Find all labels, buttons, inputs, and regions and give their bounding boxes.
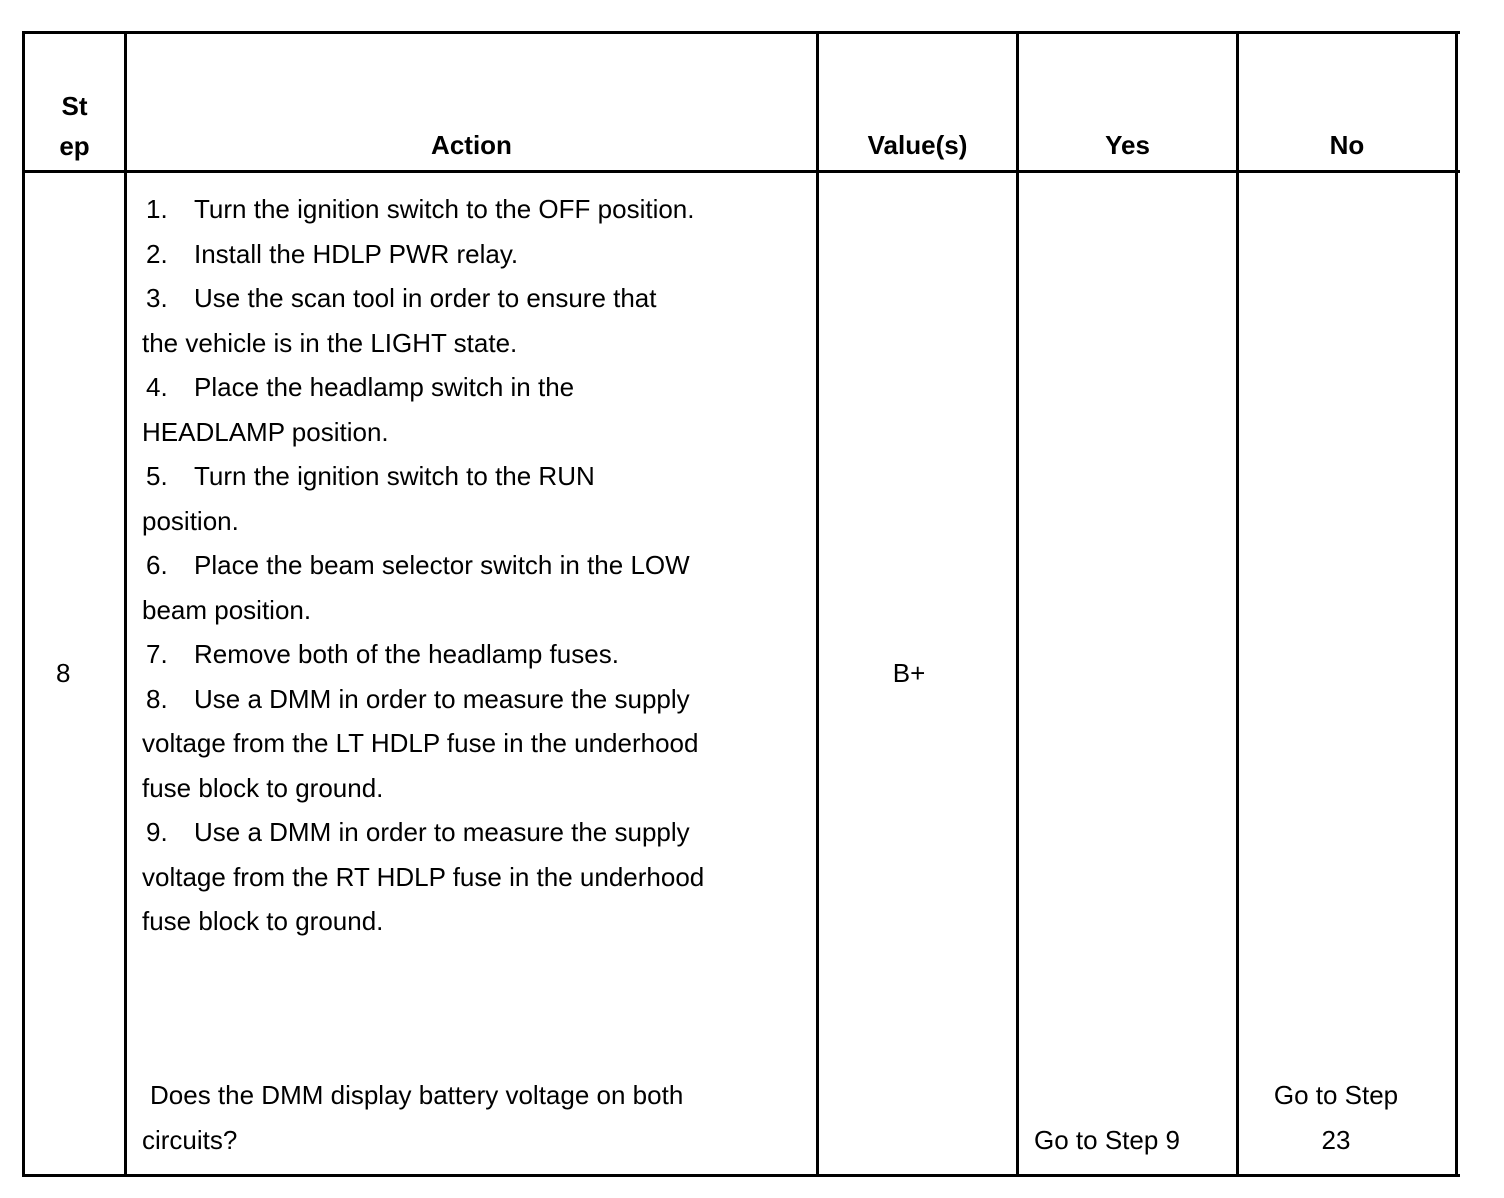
header-values: Value(s) <box>867 130 968 160</box>
header-no: No <box>1329 130 1365 160</box>
table-bottom-border <box>22 1174 1460 1177</box>
no-cell-line2: 23 <box>1321 1125 1351 1155</box>
table-left-border <box>22 31 25 1177</box>
action-line: 4. Place the headlamp switch in the <box>146 372 575 402</box>
header-yes: Yes <box>1105 130 1150 160</box>
action-line-cont: HEADLAMP position. <box>142 416 389 447</box>
action-line: 5. Turn the ignition switch to the RUN <box>146 461 595 491</box>
action-line: 8. Use a DMM in order to measure the supply <box>146 683 690 714</box>
action-line-cont: beam position. <box>142 594 312 625</box>
header-step-line2: ep <box>59 131 90 161</box>
action-line: 1. Turn the ignition switch to the OFF position. <box>146 194 695 224</box>
question-line: Does the DMM display battery voltage on both <box>150 1080 684 1110</box>
action-line: 9. Use a DMM in order to measure the supply <box>146 817 690 847</box>
table-right-border <box>1455 31 1458 1177</box>
action-line: 6. Place the beam selector switch in the LOW <box>146 550 690 580</box>
action-line-cont: voltage from the LT HDLP fuse in the underhood <box>142 728 699 758</box>
action-line-cont: fuse block to ground. <box>142 906 384 936</box>
header-action: Action <box>431 130 512 160</box>
col-divider-action-value <box>816 31 819 1177</box>
col-divider-yes-no <box>1236 31 1239 1177</box>
header-step <box>25 86 124 166</box>
action-line-cont: voltage from the RT HDLP fuse in the underhood <box>142 861 705 892</box>
header-step-line1: St <box>61 91 88 121</box>
action-line-cont: position. <box>142 505 239 536</box>
question-line: circuits? <box>142 1125 238 1155</box>
no-cell-line1: Go to Step <box>1273 1080 1399 1110</box>
action-line-cont: the vehicle is in the LIGHT state. <box>142 327 518 358</box>
col-divider-value-yes <box>1016 31 1019 1177</box>
col-divider-step-action <box>124 31 127 1177</box>
action-line: 7. Remove both of the headlamp fuses. <box>146 639 619 669</box>
action-line: 3. Use the scan tool in order to ensure that <box>146 283 657 313</box>
value-cell: B+ <box>892 658 926 688</box>
table-top-border <box>22 31 1460 34</box>
action-line: 2. Install the HDLP PWR relay. <box>146 238 519 269</box>
header-divider <box>22 170 1460 173</box>
step-number: 8 <box>56 658 71 688</box>
yes-cell: Go to Step 9 <box>1034 1125 1180 1155</box>
action-line-cont: fuse block to ground. <box>142 772 384 803</box>
